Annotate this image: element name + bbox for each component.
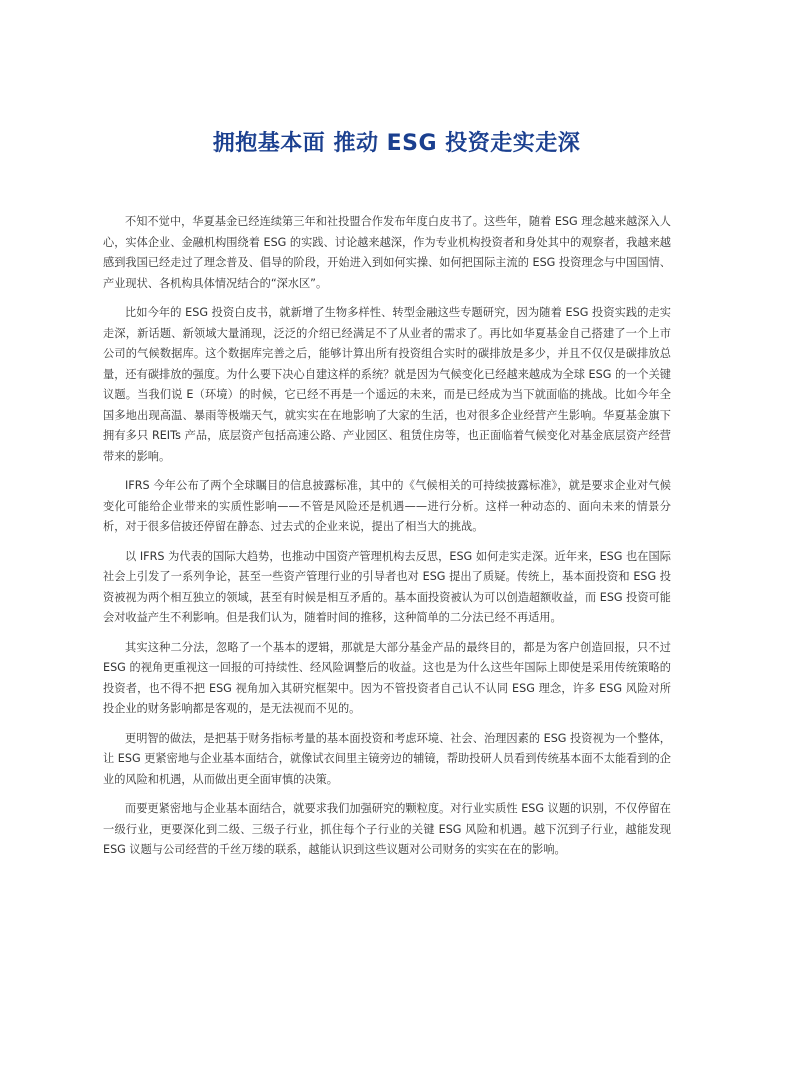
- paragraph: 不知不觉中，华夏基金已经连续第三年和社投盟合作发布年度白皮书了。这些年，随着 ESG 理念越来越深入人心，实体企业、金融机构围绕着 ESG 的实践、讨论越来越深，作为专业机构投资者和身处其中的观察者，我越来越感到我国已经走过了理念普及、倡导的阶段，开始进入到如何实操、如何把国际主流的 ESG 投资理念与中国国情、产业现状、各机构具体情况结合的“深水区”。: [103, 215, 671, 290]
- paragraph: 以 IFRS 为代表的国际大趋势，也推动中国资产管理机构去反思，ESG 如何走实走深。近年来，ESG 也在国际社会上引发了一系列争论，甚至一些资产管理行业的引导者也对 ESG 提出了质疑。传统上，基本面投资和 ESG 投资被视为两个相互独立的领域，甚至有时候是相互矛盾的。基本面投资被认为可以创造超额收益，而 ESG 投资可能会对收益产生不利影响。但是我们认为，随着时间的推移，这种简单的二分法已经不再适用。: [103, 549, 671, 624]
- paragraph: 比如今年的 ESG 投资白皮书，就新增了生物多样性、转型金融这些专题研究，因为随着 ESG 投资实践的走实走深，新话题、新领域大量涌现，泛泛的介绍已经满足不了从业者的需求了。再比如华夏基金自己搭建了一个上市公司的气候数据库。这个数据库完善之后，能够计算出所有投资组合实时的碳排放是多少，并且不仅仅是碳排放总量，还有碳排放的强度。为什么要下决心自建这样的系统？就是因为气候变化已经越来越成为全球 ESG 的一个关键议题。当我们说 E（环境）的时候，它已经不再是一个遥远的未来，而是已经成为当下就面临的挑战。比如今年全国多地出现高温、暴雨等极端天气，就实实在在地影响了大家的生活，也对很多企业经营产生影响。华夏基金旗下拥有多只 REITs 产品，底层资产包括高速公路、产业园区、租赁住房等，也正面临着气候变化对基金底层资产经营带来的影响。: [103, 306, 671, 463]
- paragraph: 更明智的做法，是把基于财务指标考量的基本面投资和考虑环境、社会、治理因素的 ESG 投资视为一个整体，让 ESG 更紧密地与企业基本面结合，就像试衣间里主镜旁边的辅镜，帮助投研人员看到传统基本面不太能看到的企业的风险和机遇，从而做出更全面审慎的决策。: [103, 731, 671, 786]
- article-body: [103, 212, 671, 870]
- paragraph: 而要更紧密地与企业基本面结合，就要求我们加强研究的颗粒度。对行业实质性 ESG 议题的识别，不仅停留在一级行业，更要深化到二级、三级子行业，抓住每个子行业的关键 ESG 风险和机遇。越下沉到子行业，越能发现 ESG 议题与公司经营的千丝万缕的联系，越能认识到这些议题对公司财务的实实在在的影响。: [103, 802, 671, 856]
- paragraph: 其实这种二分法，忽略了一个基本的逻辑，那就是大部分基金产品的最终目的，都是为客户创造回报，只不过 ESG 的视角更重视这一回报的可持续性、经风险调整后的收益。这也是为什么这些年国际上即使是采用传统策略的投资者，也不得不把 ESG 视角加入其研究框架中。因为不管投资者自己认不认同 ESG 理念，许多 ESG 风险对所投企业的财务影响都是客观的，是无法视而不见的。: [103, 640, 671, 715]
- paragraph: IFRS 今年公布了两个全球瞩目的信息披露标准，其中的《气候相关的可持续披露标准》，就是要求企业对气候变化可能给企业带来的实质性影响——不管是风险还是机遇——进行分析。这样一种动态的、面向未来的情景分析，对于很多信披还停留在静态、过去式的企业来说，提出了相当大的挑战。: [103, 479, 671, 533]
- page-title: 拥抱基本面 推动 ESG 投资走实走深: [212, 131, 581, 156]
